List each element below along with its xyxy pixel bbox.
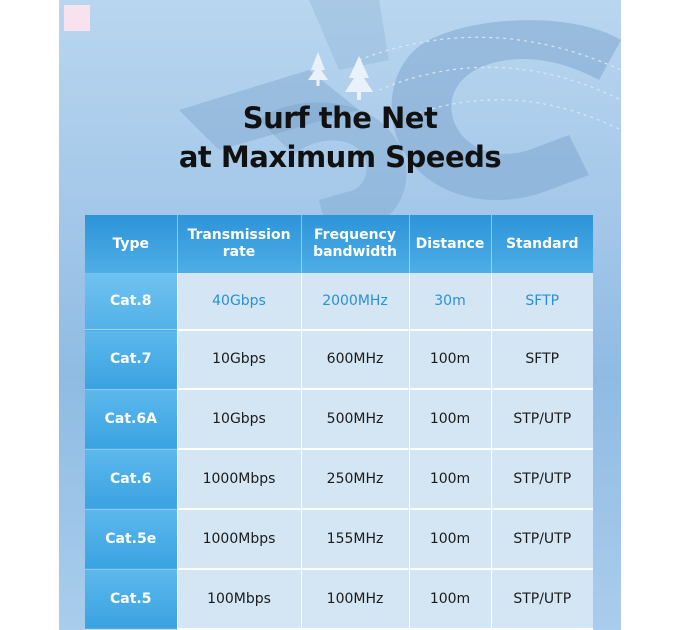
column-header-bandwidth: Frequency bandwidth — [301, 215, 409, 273]
cell-standard: STP/UTP — [491, 509, 593, 569]
table-row — [85, 569, 593, 629]
cell-rate: 40Gbps — [177, 273, 301, 330]
cell-standard: STP/UTP — [491, 449, 593, 509]
table-row — [85, 449, 593, 509]
cable-spec-table — [85, 215, 593, 630]
cell-standard: STP/UTP — [491, 389, 593, 449]
cell-rate: 100Mbps — [177, 569, 301, 629]
cell-type: Cat.6 — [85, 449, 177, 509]
cell-type: Cat.7 — [85, 330, 177, 390]
column-header-type: Type — [85, 215, 177, 273]
cell-rate: 10Gbps — [177, 389, 301, 449]
cell-standard: SFTP — [491, 273, 593, 330]
cell-distance: 100m — [409, 509, 491, 569]
cell-bandwidth: 100MHz — [301, 569, 409, 629]
cell-rate: 1000Mbps — [177, 509, 301, 569]
cell-distance: 30m — [409, 273, 491, 330]
headline-line-2: at Maximum Speeds — [178, 140, 502, 174]
table-header-row — [85, 215, 593, 273]
cell-type: Cat.8 — [85, 273, 177, 330]
cell-distance: 100m — [409, 569, 491, 629]
table-row — [85, 330, 593, 390]
cell-type: Cat.5 — [85, 569, 177, 629]
cell-rate: 10Gbps — [177, 330, 301, 390]
cell-distance: 100m — [409, 330, 491, 390]
column-header-standard: Standard — [491, 215, 593, 273]
column-header-distance: Distance — [409, 215, 491, 273]
cell-rate: 1000Mbps — [177, 449, 301, 509]
cell-standard: SFTP — [491, 330, 593, 390]
product-poster — [59, 0, 621, 630]
corner-badge — [64, 5, 90, 31]
column-header-rate: Transmission rate — [177, 215, 301, 273]
table-row — [85, 389, 593, 449]
cell-bandwidth: 250MHz — [301, 449, 409, 509]
table-row — [85, 509, 593, 569]
cell-standard: STP/UTP — [491, 569, 593, 629]
cell-bandwidth: 500MHz — [301, 389, 409, 449]
cell-distance: 100m — [409, 449, 491, 509]
cell-distance: 100m — [409, 389, 491, 449]
cell-bandwidth: 2000MHz — [301, 273, 409, 330]
cell-bandwidth: 600MHz — [301, 330, 409, 390]
table-row — [85, 273, 593, 330]
cell-bandwidth: 155MHz — [301, 509, 409, 569]
headline-line-1: Surf the Net — [242, 101, 438, 135]
cell-type: Cat.5e — [85, 509, 177, 569]
cell-type: Cat.6A — [85, 389, 177, 449]
